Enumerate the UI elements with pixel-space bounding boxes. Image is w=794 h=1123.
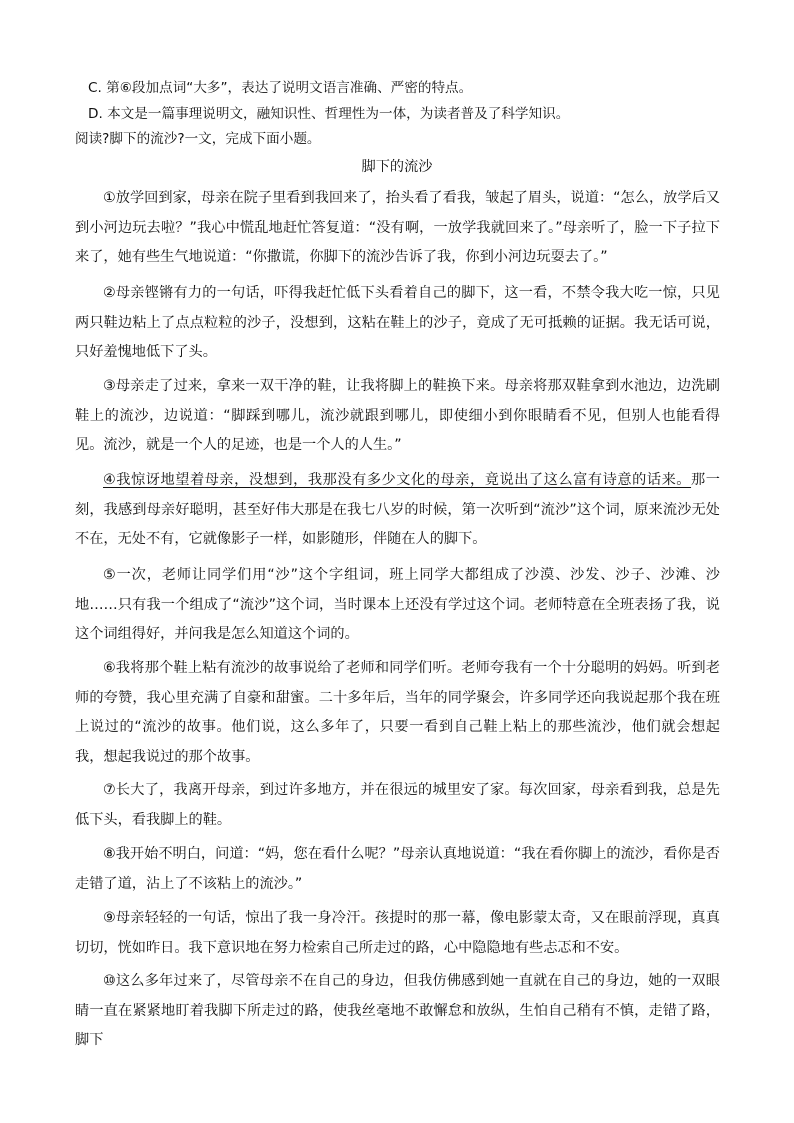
paragraph-10: ⑩这么多年过来了，尽管母亲不在自己的身边，但我仿佛感到她一直就在自己的身边，她的一双眼睛一直在紧紧地盯着我脚下所走过的路，使我丝毫地不敢懈怠和放纵，生怕自己稍有不慎，走错了路，脚下 (75, 973, 720, 1049)
underlined-sentence: ④我惊讶地望着母亲，没想到，我那没有多少文化的母亲，竟说出了这么富有诗意的话来。 (103, 472, 692, 488)
paragraph-8: ⑧我开始不明白，问道：“妈，您在看什么呢？”母亲认真地说道：“我在看你脚上的流沙，看你是否走错了道，沾上了不该粘上的流沙。” (75, 846, 720, 892)
option-d: D. 本文是一篇事理说明文，融知识性、哲理性为一体，为读者普及了科学知识。 (88, 106, 570, 122)
paragraph-5: ⑤一次，老师让同学们用“沙”这个字组词，班上同学大都组成了沙漠、沙发、沙子、沙滩、沙地……只有我一个组成了“流沙”这个词，当时课本上还没有学过这个词。老师特意在全班表扬了我，说这个词组得好，并问我是怎么知道这个词的。 (75, 567, 720, 643)
paragraph-7: ⑦长大了，我离开母亲，到过许多地方，并在很远的城里安了家。每次回家，母亲看到我，总是先低下头，看我脚上的鞋。 (75, 782, 720, 828)
option-c: C. 第⑥段加点词“大多”，表达了说明文语言准确、严密的特点。 (88, 80, 473, 96)
paragraph-1: ①放学回到家，母亲在院子里看到我回来了，抬头看了看我，皱起了眉头，说道：“怎么，放学后又到小河边玩去啦？”我心中慌乱地赶忙答复道：“没有啊，一放学我就回来了。”母亲听了，脸一下子拉下来了，她有些生气地说道：“你撒谎，你脚下的流沙告诉了我，你到小河边玩耍去了。” (75, 190, 720, 266)
paragraph-6: ⑥我将那个鞋上粘有流沙的故事说给了老师和同学们听。老师夸我有一个十分聪明的妈妈。听到老师的夸赞，我心里充满了自豪和甜蜜。二十多年后，当年的同学聚会，许多同学还向我说起那个我在班上说过的“流沙的故事。他们说，这么多年了，只要一看到自己鞋上粘上的那些流沙，他们就会想起我，想起我说过的那个故事。 (75, 660, 720, 766)
paragraph-3: ③母亲走了过来，拿来一双干净的鞋，让我将脚上的鞋换下来。母亲将那双鞋拿到水池边，边洗刷鞋上的流沙，边说道：“脚踩到哪儿，流沙就跟到哪儿，即使细小到你眼睛看不见，但别人也能看得见。流沙，就是一个人的足迹，也是一个人的人生。” (75, 378, 720, 454)
paragraph-9: ⑨母亲轻轻的一句话，惊出了我一身冷汗。孩提时的那一幕，像电影蒙太奇，又在眼前浮现，真真切切，恍如昨日。我下意识地在努力检索自己所走过的路，心中隐隐地有些忐忑和不安。 (75, 910, 720, 956)
paragraph-4-rest: 那一刻，我感到母亲好聪明，甚至好伟大那是在我七八岁的时候，第一次听到“流沙”这个词，原来流沙无处不在，无处不有，它就像影子一样，如影随形，伴随在人的脚下。 (75, 472, 720, 548)
paragraph-4 (75, 466, 720, 555)
article-title: 脚下的流沙 (361, 159, 433, 175)
paragraph-2: ②母亲铿锵有力的一句话，吓得我赶忙低下头看着自己的脚下，这一看，不禁令我大吃一惊，只见两只鞋边粘上了点点粒粒的沙子，没想到，这粘在鞋上的沙子，竟成了无可抵赖的证据。我无话可说，只好羞愧地低下了头。 (75, 285, 720, 361)
reading-instruction: 阅读?脚下的流沙?一文，完成下面小题。 (75, 131, 321, 147)
